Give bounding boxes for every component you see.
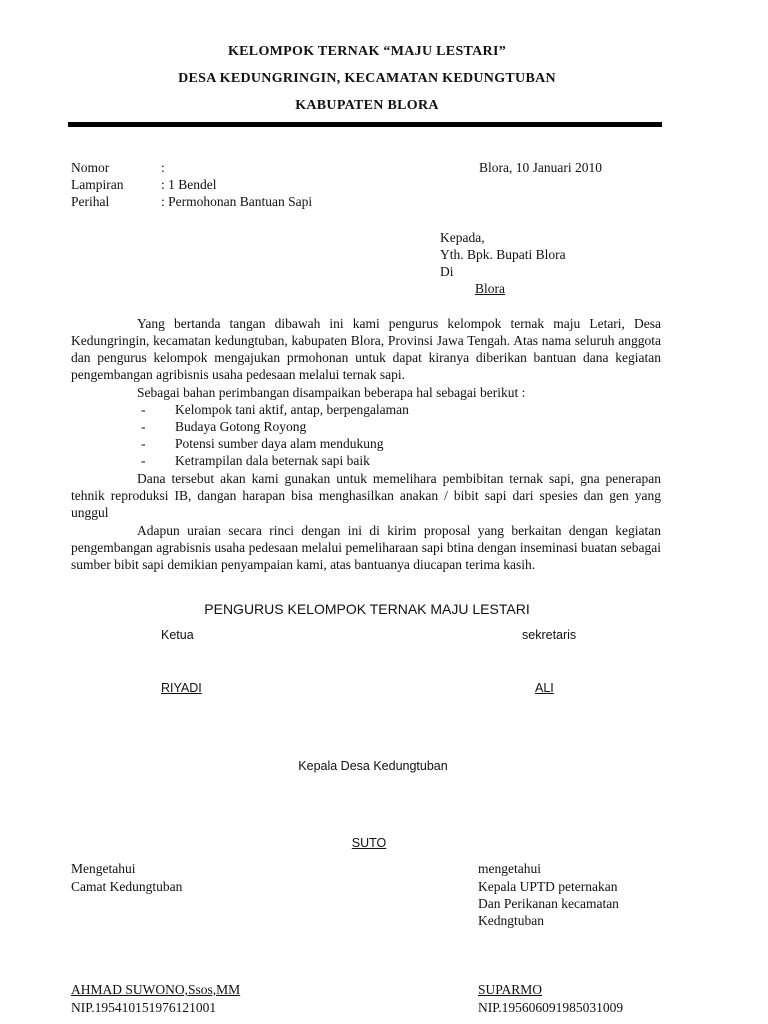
uptd-name: SUPARMO (478, 982, 543, 997)
body-paragraph-3 (71, 522, 661, 573)
list-item: - Ketrampilan dala beternak sapi baik (141, 453, 370, 468)
list-item: - Budaya Gotong Royong (141, 419, 307, 434)
camat-mengetahui: Mengetahui (71, 861, 136, 876)
sekretaris-name: ALI (535, 681, 554, 695)
body-paragraph-1 (71, 315, 661, 383)
nomor-label: Nomor (71, 160, 110, 175)
lampiran-value: : 1 Bendel (161, 177, 217, 192)
recipient-city: Blora (475, 281, 505, 296)
list-intro: Sebagai bahan perimbangan disampaikan beberapa hal sebagai berikut : (137, 385, 526, 400)
recipient-greeting: Kepada, (440, 230, 485, 245)
signature-org: PENGURUS KELOMPOK TERNAK MAJU LESTARI (204, 601, 530, 617)
body-paragraph-2-text: Dana tersebut akan kami gunakan untuk memelihara pembibitan ternak sapi, gna penerapan tehnik reproduksi IB, dangan harapan bisa menghasilkan anakan / bibit sapi dari spesies dan gen yang unggul (71, 471, 661, 520)
camat-title: Camat Kedungtuban (71, 879, 183, 894)
uptd-nip: NIP.195606091985031009 (478, 1000, 624, 1015)
list-item: - Potensi sumber daya alam mendukung (141, 436, 384, 451)
body-paragraph-1-text: Yang bertanda tangan dibawah ini kami pengurus kelompok ternak maju Letari, Desa Kedungringin, kecamatan kedungtuban, kabupaten Blora, Provinsi Jawa Tengah. Atas nama seluruh anggota dan pengurus kelompok mengajukan prmohonan untuk dapat kiranya diberikan bantuan dana kegiatan pengembangan agribisnis usaha pedesaan melalui ternak sapi. (71, 316, 661, 382)
ketua-name: RIYADI (161, 681, 202, 695)
letterhead-village: DESA KEDUNGRINGIN, KECAMATAN KEDUNGTUBAN (178, 71, 556, 86)
kades-label: Kepala Desa Kedungtuban (298, 759, 448, 773)
list-item: - Kelompok tani aktif, antap, berpengalaman (141, 402, 409, 417)
sekretaris-label: sekretaris (522, 628, 577, 642)
camat-name: AHMAD SUWONO,Ssos,MM (71, 982, 241, 997)
recipient-name: Yth. Bpk. Bupati Blora (440, 247, 566, 262)
letterhead-divider (68, 122, 662, 127)
perihal-label: Perihal (71, 194, 110, 209)
letterhead-title: KELOMPOK TERNAK “MAJU LESTARI” (227, 44, 506, 59)
body-paragraph-2 (71, 470, 661, 521)
kades-name: SUTO (351, 836, 387, 850)
criteria-list (71, 401, 409, 469)
lampiran-label: Lampiran (71, 177, 124, 192)
letterhead-regency: KABUPATEN BLORA (295, 98, 439, 113)
perihal-value: : Permohonan Bantuan Sapi (161, 194, 313, 209)
letter-date: Blora, 10 Januari 2010 (479, 160, 602, 175)
uptd-title-2: Dan Perikanan kecamatan (478, 896, 619, 911)
ketua-label: Ketua (161, 628, 194, 642)
recipient-di: Di (440, 264, 454, 279)
uptd-title-1: Kepala UPTD peternakan (478, 879, 618, 894)
uptd-mengetahui: mengetahui (478, 861, 541, 876)
uptd-title-3: Kedngtuban (478, 913, 544, 928)
nomor-value: : (161, 160, 165, 175)
body-paragraph-3-text: Adapun uraian secara rinci dengan ini di kirim proposal yang berkaitan dengan kegiatan pengembangan agrabisnis usaha pedesaan melalui pemeliharaan sapi btina dengan inseminasi buatan sebagai sumber bibit sapi demikian penyampaian kami, atas bantuanya diucapan terima kasih. (71, 523, 661, 572)
camat-nip: NIP.195410151976121001 (71, 1000, 217, 1015)
